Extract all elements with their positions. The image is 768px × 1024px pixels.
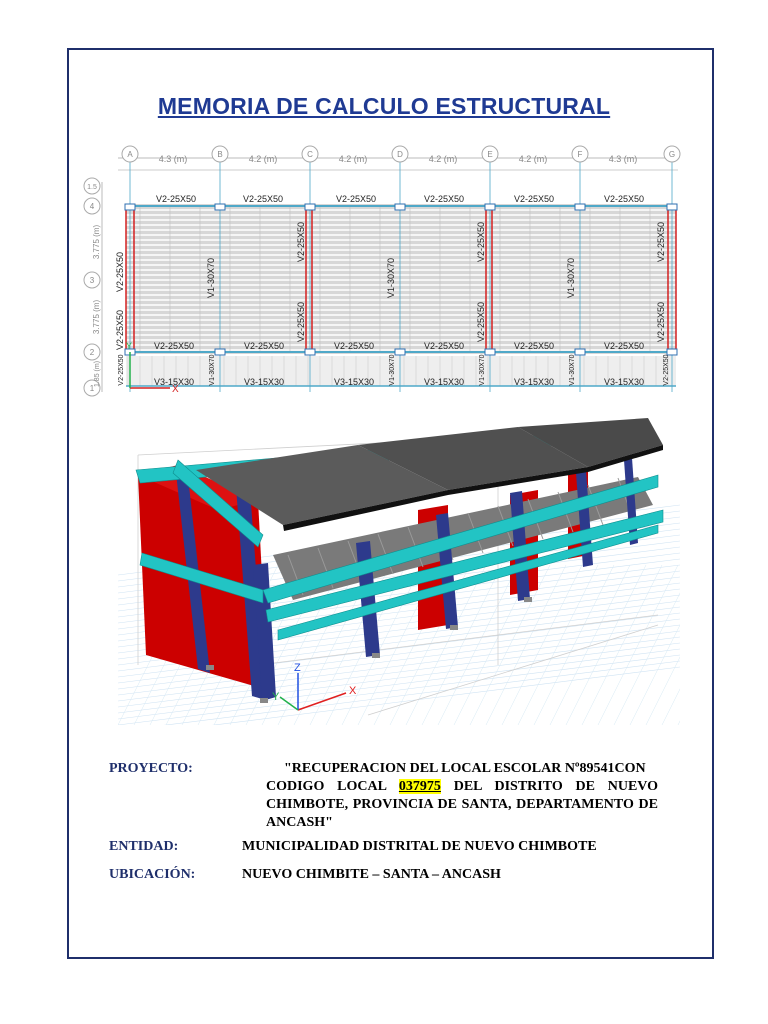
beam-label: V2-25X50 xyxy=(333,341,375,351)
side-dim: 3.775 (m) xyxy=(92,299,101,335)
row-label: 4 xyxy=(89,202,95,211)
beam-label-vertical: V2-25X50 xyxy=(118,354,125,386)
beam-label-vertical: V1-30X70 xyxy=(206,257,216,299)
beam-label: V2-25X50 xyxy=(153,341,195,351)
grid-letter: B xyxy=(217,150,223,159)
side-dim: 1.85 (m) xyxy=(94,360,101,388)
proyecto-value xyxy=(266,760,658,832)
row-label: 1 xyxy=(89,384,95,393)
proyecto-post: DEL DISTRITO DE NUEVO CHIMBOTE, PROVINCIA DE SANTA, DEPARTAMENTO DE ANCASH" xyxy=(266,779,658,830)
proyecto-label: PROYECTO: xyxy=(109,761,193,776)
beam-label: V2-25X50 xyxy=(423,341,465,351)
span-label: 4.2 (m) xyxy=(518,154,548,164)
grid-letter: G xyxy=(668,150,676,159)
beam-label-vertical: V2-25X50 xyxy=(115,251,125,293)
plan-axis-y-label: Y xyxy=(126,341,133,351)
beam-label: V2-25X50 xyxy=(335,194,377,204)
axis-y-label: Y xyxy=(272,691,280,703)
beam-label-vertical: V1-30X70 xyxy=(569,354,576,386)
plan-axis-x-label: X xyxy=(172,384,179,395)
span-label: 4.2 (m) xyxy=(428,154,458,164)
beam-label-vertical: V2-25X50 xyxy=(296,301,306,343)
beam-label-vertical: V2-25X50 xyxy=(115,309,125,351)
beam-label: V3-15X30 xyxy=(243,377,285,387)
beam-label: V2-25X50 xyxy=(155,194,197,204)
beam-label-vertical: V1-30X70 xyxy=(479,354,486,386)
proyecto-pre: CODIGO LOCAL xyxy=(266,779,387,794)
axis-x-label: X xyxy=(349,685,357,697)
ubicacion-label: UBICACIÓN: xyxy=(109,867,196,882)
beam-label: V3-15X30 xyxy=(333,377,375,387)
structural-plan xyxy=(78,142,690,400)
side-dim: 3.775 (m) xyxy=(92,224,101,260)
beam-label-vertical: V1-30X70 xyxy=(386,257,396,299)
beam-label-vertical: V1-30X70 xyxy=(566,257,576,299)
entidad-label: ENTIDAD: xyxy=(109,839,179,854)
proyecto-line1: "RECUPERACION DEL LOCAL ESCOLAR Nº89541CON xyxy=(284,761,646,776)
grid-letter: D xyxy=(397,150,403,159)
beam-label: V2-25X50 xyxy=(603,341,645,351)
beam-label-vertical: V1-30X70 xyxy=(209,354,216,386)
beam-label: V2-25X50 xyxy=(603,194,645,204)
beam-label-vertical: V2-25X50 xyxy=(476,301,486,343)
beam-label: V2-25X50 xyxy=(513,194,555,204)
beam-label: V2-25X50 xyxy=(513,341,555,351)
grid-letter: F xyxy=(577,150,583,159)
span-label: 4.2 (m) xyxy=(248,154,278,164)
beam-label-vertical: V2-25X50 xyxy=(656,301,666,343)
structural-3d-model xyxy=(118,415,680,725)
beam-label: V2-25X50 xyxy=(423,194,465,204)
row-label: 3 xyxy=(89,276,95,285)
document-title: MEMORIA DE CALCULO ESTRUCTURAL xyxy=(157,93,611,119)
span-label: 4.2 (m) xyxy=(338,154,368,164)
axis-z-label: Z xyxy=(294,662,301,674)
row-label: 1.5 xyxy=(87,184,97,191)
entidad-value: MUNICIPALIDAD DISTRITAL DE NUEVO CHIMBOTE xyxy=(242,839,597,854)
beam-label: V3-15X30 xyxy=(153,377,195,387)
beam-label-vertical: V2-25X50 xyxy=(663,354,670,386)
beam-label: V3-15X30 xyxy=(603,377,645,387)
beam-label-vertical: V2-25X50 xyxy=(476,221,486,263)
codigo-local: 037975 xyxy=(398,779,441,794)
grid-letter: E xyxy=(487,150,493,159)
span-label: 4.3 (m) xyxy=(608,154,638,164)
span-label: 4.3 (m) xyxy=(158,154,188,164)
beam-label-vertical: V2-25X50 xyxy=(656,221,666,263)
beam-label-vertical: V2-25X50 xyxy=(296,221,306,263)
beam-label: V2-25X50 xyxy=(242,194,284,204)
grid-letter: A xyxy=(127,150,133,159)
ubicacion-value: NUEVO CHIMBITE – SANTA – ANCASH xyxy=(242,867,501,882)
beam-label: V3-15X30 xyxy=(513,377,555,387)
beam-label-vertical: V1-30X70 xyxy=(389,354,396,386)
row-label: 2 xyxy=(89,348,95,357)
beam-label: V3-15X30 xyxy=(423,377,465,387)
beam-label: V2-25X50 xyxy=(243,341,285,351)
grid-letter: C xyxy=(307,150,313,159)
